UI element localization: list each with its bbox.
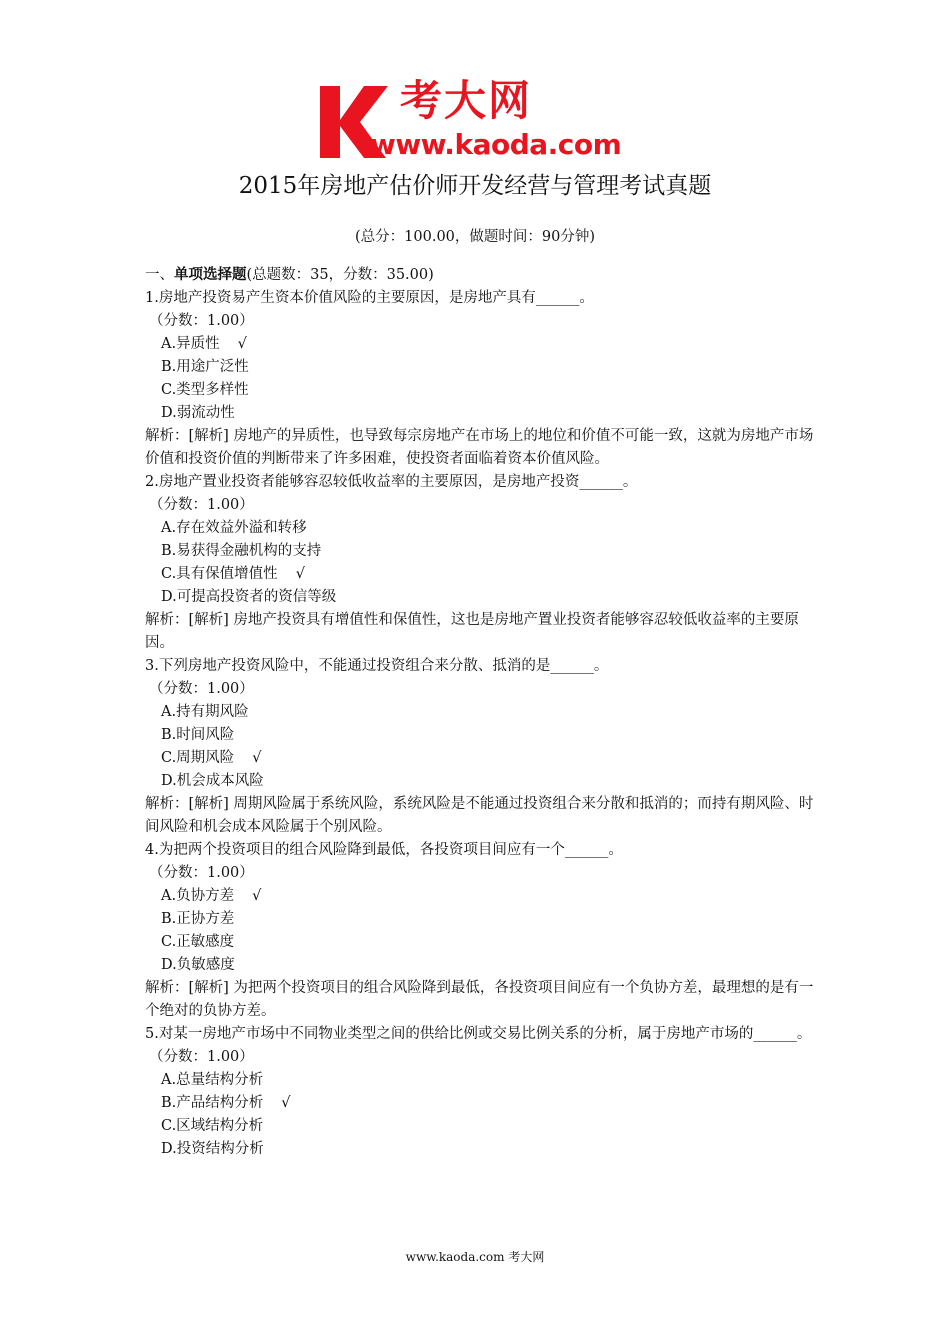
section-info: (总题数：35，分数：35.00): [246, 267, 434, 283]
option-d: D.机会成本风险: [161, 773, 264, 789]
question-score: （分数：1.00）: [149, 1049, 254, 1065]
option-a: A.总量结构分析: [161, 1072, 264, 1088]
section-heading: [145, 263, 815, 287]
page-title: 2015年房地产估价师开发经营与管理考试真题: [238, 173, 712, 199]
option-a: A.存在效益外溢和转移: [161, 520, 307, 536]
question-stem: 3.下列房地产投资风险中，不能通过投资组合来分散、抵消的是______。: [145, 658, 609, 674]
analysis: 解析：[解析] 房地产的异质性，也导致每宗房地产在市场上的地位和价值不可能一致，这就为房地产市场价值和投资价值的判断带来了许多困难，使投资者面临着资本价值风险。: [145, 428, 814, 467]
logo-chinese-name: 考大网: [400, 76, 533, 125]
question-stem: 5.对某一房地产市场中不同物业类型之间的供给比例或交易比例关系的分析，属于房地产市场的______。: [145, 1026, 812, 1042]
option-c: C.类型多样性: [161, 382, 249, 398]
exam-content: [145, 263, 815, 1161]
question-stem: 1.房地产投资易产生资本价值风险的主要原因，是房地产具有______。: [145, 290, 594, 306]
section-name: 单项选择题: [174, 266, 247, 283]
kaoda-logo: [314, 78, 644, 164]
option-b: B.时间风险: [161, 727, 235, 743]
question-score: （分数：1.00）: [149, 497, 254, 513]
option-b: B.用途广泛性: [161, 359, 249, 375]
question-score: （分数：1.00）: [149, 681, 254, 697]
option-d: D.投资结构分析: [161, 1141, 264, 1157]
page-footer: www.kaoda.com 考大网: [405, 1250, 545, 1264]
option-d: D.可提高投资者的资信等级: [161, 589, 337, 605]
option-c: C.周期风险 √: [145, 747, 815, 770]
question-score: （分数：1.00）: [149, 313, 254, 329]
question-stem: 4.为把两个投资项目的组合风险降到最低，各投资项目间应有一个______。: [145, 842, 623, 858]
correct-mark-icon: √: [252, 888, 262, 904]
correct-mark-icon: √: [281, 1095, 291, 1111]
option-c: C.区域结构分析: [161, 1118, 264, 1134]
option-a: A.异质性 √: [145, 333, 815, 356]
section-prefix: 一、: [145, 267, 174, 283]
option-d: D.弱流动性: [161, 405, 235, 421]
option-b: B.易获得金融机构的支持: [161, 543, 322, 559]
option-a: A.持有期风险: [161, 704, 249, 720]
correct-mark-icon: √: [252, 750, 262, 766]
option-b: B.产品结构分析 √: [145, 1092, 815, 1115]
correct-mark-icon: √: [237, 336, 247, 352]
option-b: B.正协方差: [161, 911, 235, 927]
question-score: （分数：1.00）: [149, 865, 254, 881]
option-a: A.负协方差 √: [145, 885, 815, 908]
option-c: C.具有保值增值性 √: [145, 563, 815, 586]
analysis: 解析：[解析] 为把两个投资项目的组合风险降到最低，各投资项目间应有一个负协方差，最理想的是有一个绝对的负协方差。: [145, 980, 814, 1019]
analysis: 解析：[解析] 房地产投资具有增值性和保值性，这也是房地产置业投资者能够容忍较低收益率的主要原因。: [145, 612, 799, 651]
question-stem: 2.房地产置业投资者能够容忍较低收益率的主要原因，是房地产投资______。: [145, 474, 638, 490]
logo-url: www.kaoda.com: [370, 128, 622, 161]
option-d: D.负敏感度: [161, 957, 235, 973]
exam-meta: (总分：100.00，做题时间：90分钟): [355, 229, 595, 245]
option-c: C.正敏感度: [161, 934, 235, 950]
analysis: 解析：[解析] 周期风险属于系统风险，系统风险是不能通过投资组合来分散和抵消的；而持有期风险、时间风险和机会成本风险属于个别风险。: [145, 796, 814, 835]
correct-mark-icon: √: [295, 566, 305, 582]
